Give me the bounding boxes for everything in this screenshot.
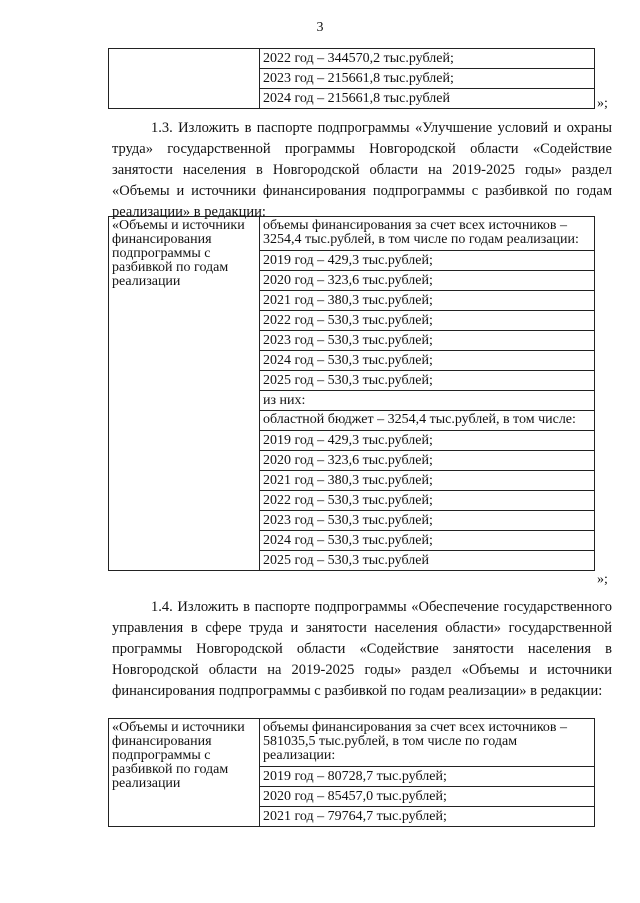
paragraph-1-3: [112, 118, 612, 223]
section-title-cell: «Объемы и источники финансирования подпрограммы с разбивкой по годам реализации: [109, 719, 260, 827]
funding-row: 2019 год – 80728,7 тыс.рублей;: [260, 767, 594, 787]
table-closing-quote: »;: [597, 96, 608, 111]
page-number: 3: [316, 20, 324, 35]
funding-row: из них:: [260, 391, 594, 411]
funding-row: 2019 год – 429,3 тыс.рублей;: [260, 431, 594, 451]
funding-row: областной бюджет – 3254,4 тыс.рублей, в том числе:: [260, 411, 594, 431]
funding-row: 2020 год – 85457,0 тыс.рублей;: [260, 787, 594, 807]
funding-row: 2021 год – 79764,7 тыс.рублей;: [263, 809, 447, 824]
empty-left-cell: [109, 49, 260, 109]
funding-row: 2025 год – 530,3 тыс.рублей;: [260, 371, 594, 391]
funding-row: 2021 год – 380,3 тыс.рублей;: [260, 291, 594, 311]
funding-row: 2025 год – 530,3 тыс.рублей: [263, 553, 429, 568]
funding-row: объемы финансирования за счет всех источников – 3254,4 тыс.рублей, в том числе по годам реализации:: [260, 217, 594, 251]
paragraph-text: 1.3. Изложить в паспорте подпрограммы «Улучшение условий и охраны труда» государственной программы Новгородской области «Содействие занятости населения в Новгородской области на 2019-2025 годы» раздел «Объемы и источники финансирования подпрограммы с разбивкой по годам реализации» в редакции:: [112, 120, 612, 220]
funding-row: 2022 год – 530,3 тыс.рублей;: [260, 491, 594, 511]
section-title-cell: «Объемы и источники финансирования подпрограммы с разбивкой по годам реализации: [109, 217, 260, 571]
funding-row: 2024 год – 530,3 тыс.рублей;: [260, 351, 594, 371]
funding-row: 2023 год – 530,3 тыс.рублей;: [260, 331, 594, 351]
funding-row: 2023 год – 530,3 тыс.рублей;: [260, 511, 594, 531]
funding-table-subprogram-state-management: [108, 718, 595, 827]
funding-values-cell: [260, 49, 595, 109]
funding-row: 2021 год – 380,3 тыс.рублей;: [260, 471, 594, 491]
funding-row: 2019 год – 429,3 тыс.рублей;: [260, 251, 594, 271]
funding-row: 2020 год – 323,6 тыс.рублей;: [260, 271, 594, 291]
funding-row: 2022 год – 344570,2 тыс.рублей;: [260, 49, 594, 69]
funding-row: 2020 год – 323,6 тыс.рублей;: [260, 451, 594, 471]
funding-row: 2024 год – 215661,8 тыс.рублей: [263, 91, 450, 106]
funding-row: 2022 год – 530,3 тыс.рублей;: [260, 311, 594, 331]
funding-row: 2023 год – 215661,8 тыс.рублей;: [260, 69, 594, 89]
paragraph-text: 1.4. Изложить в паспорте подпрограммы «Обеспечение государственного управления в сфере труда и занятости населения области» государственной программы Новгородской области «Содействие занятости населения в Новгородской области на 2019-2025 годы» раздел «Объемы и источники финансирования подпрограммы с разбивкой по годам реализации» в редакции:: [112, 599, 612, 699]
paragraph-1-4: [112, 597, 612, 702]
funding-table-continuation: [108, 48, 595, 109]
funding-row: объемы финансирования за счет всех источников – 581035,5 тыс.рублей, в том числе по годам реализации:: [260, 719, 594, 767]
funding-values-cell: [260, 719, 595, 827]
table-closing-quote: »;: [597, 572, 608, 587]
funding-row: 2024 год – 530,3 тыс.рублей;: [260, 531, 594, 551]
funding-values-cell: [260, 217, 595, 571]
funding-table-subprogram-labor-safety: [108, 216, 595, 571]
